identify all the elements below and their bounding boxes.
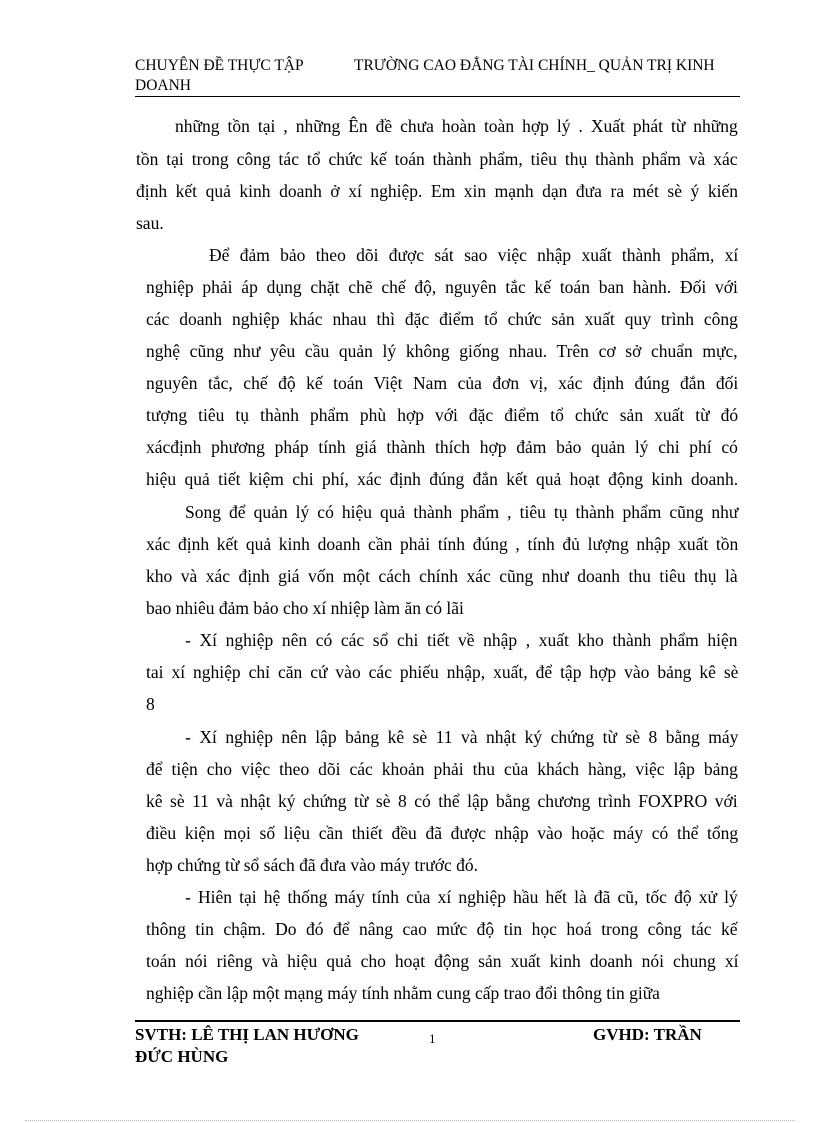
body-line: để tiện cho việc theo dõi các khoản phải thu của khách hàng, việc lập bảng bbox=[146, 759, 738, 779]
header-left-title: CHUYÊN ĐỀ THỰC TẬP bbox=[135, 57, 304, 74]
body-line: nghiệp cần lập một mạng máy tính nhằm cung cấp trao đổi thông tin giữa bbox=[146, 983, 660, 1003]
body-line: tai xí nghiệp chỉ căn cứ vào các phiếu nhập, xuất, để tập hợp vào bảng kê sè bbox=[146, 662, 739, 682]
body-line: hiệu quả tiết kiệm chi phí, xác định đúng đắn kết quả hoạt động kinh doanh. bbox=[146, 469, 739, 489]
body-line: 8 bbox=[146, 694, 155, 714]
body-line: thông tin chậm. Do đó để nâng cao mức độ tin học hoá trong công tác kế bbox=[146, 919, 738, 939]
header-right-title: TRƯỜNG CAO ĐẲNG TÀI CHÍNH_ QUẢN TRỊ KINH bbox=[354, 57, 715, 74]
footer-divider bbox=[135, 1020, 740, 1022]
body-line: bao nhiêu đảm bảo cho xí nhiệp làm ăn có lãi bbox=[146, 598, 464, 618]
body-line: nghệ cũng như yêu cầu quản lý không giống nhau. Trên cơ sở chuẩn mực, bbox=[146, 341, 738, 361]
footer-student: SVTH: LÊ THỊ LAN HƯƠNG bbox=[135, 1025, 359, 1044]
body-line: hợp chứng từ sổ sách đã đưa vào máy trước đó. bbox=[146, 855, 478, 875]
body-line: toán nói riêng và hiệu quả cho hoạt động sản xuất kinh doanh nói chung xí bbox=[146, 951, 739, 971]
body-line: Để đảm bảo theo dõi được sát sao việc nhập xuất thành phẩm, xí bbox=[209, 245, 739, 265]
body-line: tồn tại trong công tác tổ chức kế toán thành phẩm, tiêu thụ thành phẩm và xác bbox=[136, 149, 738, 169]
bottom-dotted-line bbox=[25, 1120, 795, 1121]
body-line: xácđịnh phương pháp tính giá thành thích hợp đảm bảo quản lý chi phí có bbox=[146, 437, 738, 457]
header-divider bbox=[135, 96, 740, 97]
header-continuation: DOANH bbox=[135, 77, 191, 94]
footer-advisor: GVHD: TRẦN bbox=[593, 1025, 702, 1044]
body-line: định kết quả kinh doanh ở xí nghiệp. Em xin mạnh dạn đưa ra mét sè ý kiến bbox=[136, 181, 738, 201]
body-line: tượng tiêu tụ thành phẩm phù hợp với đặc điểm tổ chức sản xuất từ đó bbox=[146, 405, 739, 425]
body-line: những tồn tại , những Ên đề chưa hoàn toàn hợp lý . Xuất phát từ những bbox=[175, 116, 738, 136]
body-line: nghiệp phải áp dụng chặt chẽ chế độ, nguyên tắc kế toán ban hành. Đối với bbox=[146, 277, 738, 297]
body-line: sau. bbox=[136, 213, 164, 233]
body-line: xác định kết quả kinh doanh cần phải tính đúng , tính đủ lượng nhập xuất tồn bbox=[146, 534, 739, 554]
body-line: kho và xác định giá vốn một cách chính xác cũng như doanh thu tiêu thụ là bbox=[146, 566, 738, 586]
body-line: nguyên tắc, chế độ kế toán Việt Nam của đơn vị, xác định đúng đắn đối bbox=[146, 373, 739, 393]
body-line: kê sè 11 và nhật ký chứng từ sè 8 có thể lập bằng chương trình FOXPRO với bbox=[146, 791, 738, 811]
body-line: các doanh nghiệp khác nhau thì đặc điểm tổ chức sản xuất quy trình công bbox=[146, 309, 738, 329]
body-line: - Xí nghiệp nên có các sổ chi tiết về nhập , xuất kho thành phẩm hiện bbox=[185, 630, 738, 650]
body-line: - Hiên tại hệ thống máy tính của xí nghiệp hầu hết là đã cũ, tốc độ xử lý bbox=[185, 887, 738, 907]
body-line: điều kiện mọi số liệu cần thiết đều đã được nhập vào hoặc máy có thể tổng bbox=[146, 823, 739, 843]
page-number: 1 bbox=[429, 1031, 436, 1046]
footer-continuation: ĐỨC HÙNG bbox=[135, 1047, 229, 1066]
body-line: Song để quản lý có hiệu quả thành phẩm , tiêu tụ thành phẩm cũng như bbox=[185, 502, 739, 522]
body-line: - Xí nghiệp nên lập bảng kê sè 11 và nhật ký chứng từ sè 8 bằng máy bbox=[185, 727, 739, 747]
